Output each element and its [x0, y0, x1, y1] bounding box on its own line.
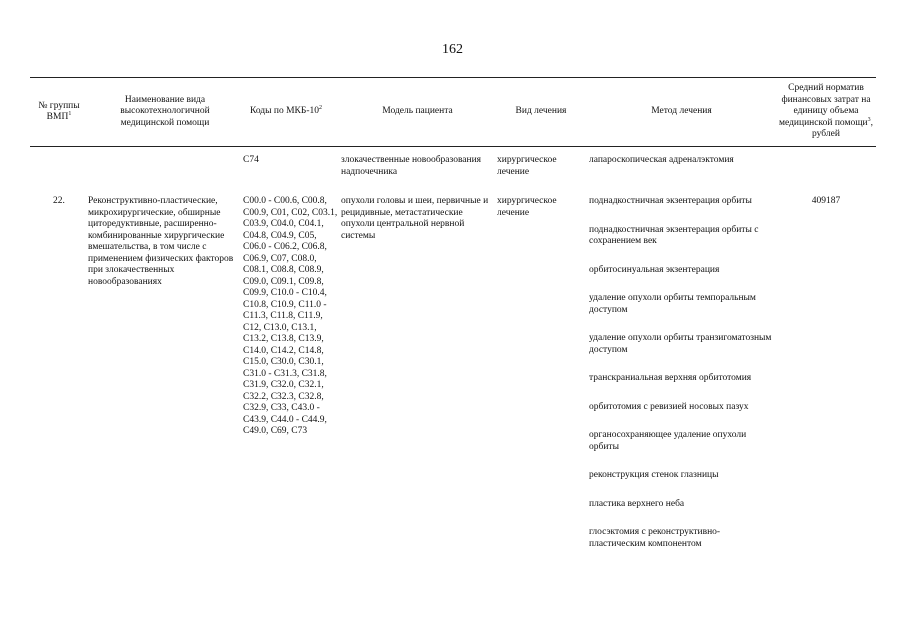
header-treatment-type: Вид лечения	[515, 106, 567, 117]
row-0-treatment-type: хирургическое лечение	[497, 155, 557, 177]
list-item: удаление опухоли орбиты транзигоматозным доступом	[589, 333, 772, 355]
row-0-icd-codes: C74	[243, 155, 259, 165]
list-item: поднадкостничная экзентерация орбиты с сохранением век	[589, 224, 759, 246]
list-item: поднадкостничная экзентерация орбиты	[589, 196, 752, 206]
row-1-icd-codes: C00.0 - C00.6, C00.8, C00.9, C01, C02, C03.1, C03.9, C04.0, C04.1, C04.8, C04.9, C05, C06.0 - C06.2, C06.8, C06.9, C07, C08.0, C08.1, C08.8, C08.9, C09.0, C09.1, C09.8, C09.9, C10.0 - C10.4, C10.8, C10.9, C11.0 - C11.3, C11.8, C11.9, C12, C13.0, C13.1, C13.2, C13.8, C13.9, C14.0, C14.2, C14.8, C15.0, C30.0, C30.1, C31.0 - C31.3, C31.8, C31.9, C32.0, C32.1, C32.2, C32.3, C32.8, C32.9, C33, C43.0 - C43.9, C44.0 - C44.9, C49.0, C69, C73	[243, 196, 338, 436]
row-1-care-name: Реконструктивно-пластические, микрохирургические, обширные циторедуктивные, расширенно-комбинированные хирургические вмешательства, в том числе с применением физических факторов при злокачественных новообразованиях	[88, 196, 234, 287]
header-bottom-rule	[30, 146, 876, 147]
list-item: пластика верхнего неба	[589, 498, 685, 509]
row-0-patient-model: злокачественные новообразования надпочечника	[341, 155, 482, 177]
row-1-treatment-type: хирургическое лечение	[497, 196, 557, 218]
list-item: орбитотомия с ревизией носовых пазух	[589, 401, 749, 412]
header-group-no: № группы ВМП$^1$	[38, 100, 80, 122]
list-item: удаление опухоли орбиты темпоральным доступом	[589, 293, 756, 315]
header-care-name: Наименование вида высокотехнологичной медицинской помощи	[120, 94, 210, 128]
list-item: транскраниальная верхняя орбитотомия	[589, 373, 752, 383]
header-icd-codes: Коды по МКБ-$10^2$	[249, 105, 323, 117]
list-item: органосохраняющее удаление опухоли орбиты	[589, 430, 747, 452]
header-treatment-method: Метод лечения	[651, 106, 712, 117]
row-0-method: лапароскопическая адреналэктомия	[589, 155, 734, 165]
row-1-cost: 409187	[811, 196, 841, 206]
table-top-rule	[30, 77, 876, 78]
page-number: 162	[442, 42, 463, 57]
list-item: реконструкция стенок глазницы	[589, 470, 719, 480]
header-cost: Средний норматив финансовых затрат на единицу объема медицинской помощи$^3$, рублей	[778, 83, 874, 140]
list-item: орбитосинуальная экзентерация	[589, 264, 720, 275]
row-1-patient-model: опухоли головы и шеи, первичные и рецидивные, метастатические опухоли центральной нервной системы	[341, 196, 489, 241]
header-patient-model: Модель пациента	[382, 106, 453, 117]
row-1-methods-list	[589, 196, 774, 567]
list-item: глосэктомия с реконструктивно-пластическим компонентом	[589, 527, 721, 549]
row-1-group-no: 22.	[53, 196, 65, 206]
